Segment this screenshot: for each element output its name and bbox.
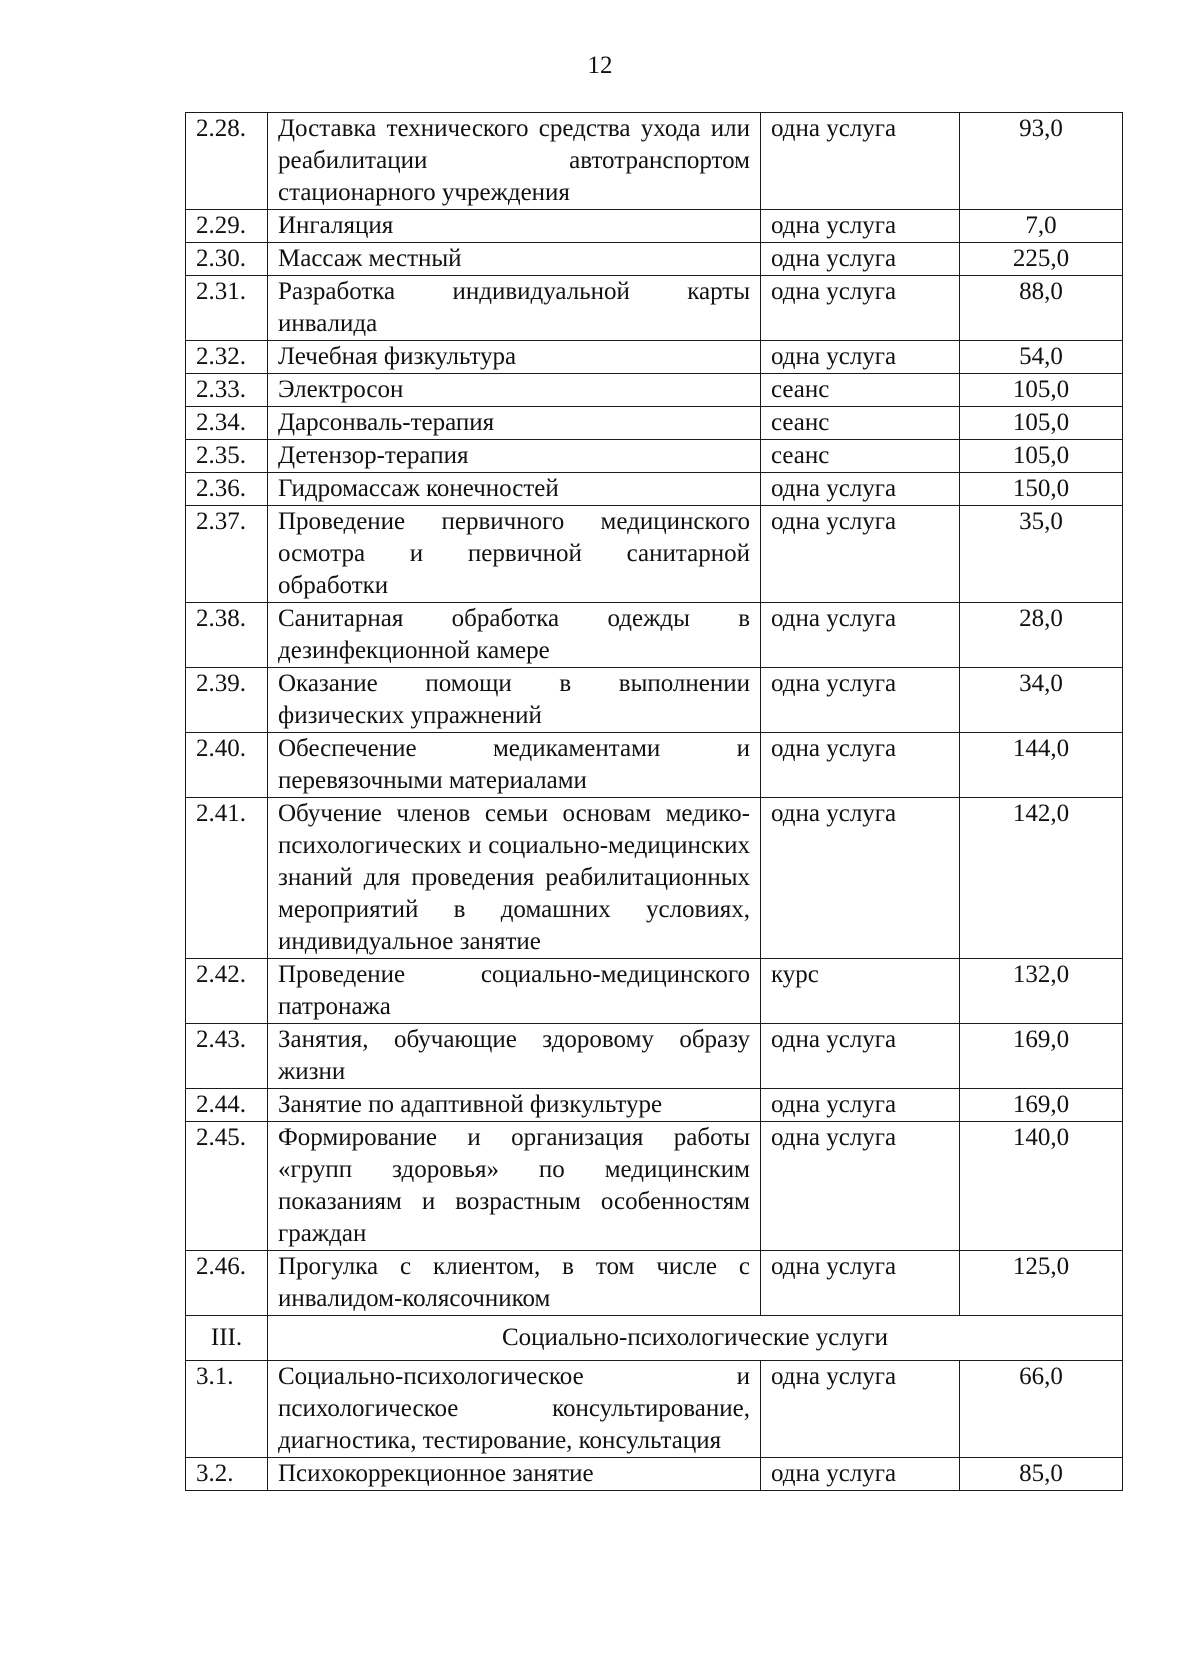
service-name: Детензор-терапия xyxy=(268,440,761,473)
table-row xyxy=(186,1024,1123,1089)
service-number: 2.35. xyxy=(186,440,268,473)
service-unit: одна услуга xyxy=(761,473,960,506)
service-unit: сеанс xyxy=(761,407,960,440)
service-price: 85,0 xyxy=(960,1458,1123,1491)
table-row xyxy=(186,473,1123,506)
table-row xyxy=(186,341,1123,374)
service-price: 54,0 xyxy=(960,341,1123,374)
service-unit: одна услуга xyxy=(761,668,960,733)
service-number: 2.43. xyxy=(186,1024,268,1089)
service-number: 2.42. xyxy=(186,959,268,1024)
service-name: Ингаляция xyxy=(268,210,761,243)
services-tariff-table xyxy=(185,112,1123,1491)
service-name: Прогулка с клиентом, в том числе с инвалидом-колясочником xyxy=(268,1251,761,1316)
service-unit: одна услуга xyxy=(761,341,960,374)
service-unit: одна услуга xyxy=(761,603,960,668)
service-name: Психокоррекционное занятие xyxy=(268,1458,761,1491)
table-row xyxy=(186,374,1123,407)
service-name: Обучение членов семьи основам медико-психологических и социально-медицинских знаний для проведения реабилитационных мероприятий в домашних условиях, индивидуальное занятие xyxy=(268,798,761,959)
service-unit: одна услуга xyxy=(761,276,960,341)
service-price: 169,0 xyxy=(960,1089,1123,1122)
table-row xyxy=(186,243,1123,276)
service-unit: одна услуга xyxy=(761,1024,960,1089)
service-price: 105,0 xyxy=(960,407,1123,440)
service-unit: курс xyxy=(761,959,960,1024)
service-unit: одна услуга xyxy=(761,1089,960,1122)
table-row xyxy=(186,1122,1123,1251)
service-price: 93,0 xyxy=(960,113,1123,210)
service-price: 88,0 xyxy=(960,276,1123,341)
service-price: 142,0 xyxy=(960,798,1123,959)
service-name: Занятия, обучающие здоровому образу жизни xyxy=(268,1024,761,1089)
service-price: 150,0 xyxy=(960,473,1123,506)
service-name: Обеспечение медикаментами и перевязочными материалами xyxy=(268,733,761,798)
service-unit: одна услуга xyxy=(761,1122,960,1251)
service-number: 2.28. xyxy=(186,113,268,210)
service-name: Проведение социально-медицинского патронажа xyxy=(268,959,761,1024)
service-number: 2.37. xyxy=(186,506,268,603)
service-number: 2.34. xyxy=(186,407,268,440)
table-row xyxy=(186,1089,1123,1122)
service-name: Дарсонваль-терапия xyxy=(268,407,761,440)
service-name: Формирование и организация работы «групп здоровья» по медицинским показаниям и возрастным особенностям граждан xyxy=(268,1122,761,1251)
service-name: Занятие по адаптивной физкультуре xyxy=(268,1089,761,1122)
service-unit: одна услуга xyxy=(761,210,960,243)
service-number: 2.29. xyxy=(186,210,268,243)
table-row xyxy=(186,603,1123,668)
service-unit: одна услуга xyxy=(761,113,960,210)
table-row xyxy=(186,113,1123,210)
service-price: 169,0 xyxy=(960,1024,1123,1089)
table-row xyxy=(186,440,1123,473)
service-number: 3.1. xyxy=(186,1361,268,1458)
table-row xyxy=(186,959,1123,1024)
service-price: 105,0 xyxy=(960,374,1123,407)
service-unit: одна услуга xyxy=(761,798,960,959)
service-name: Проведение первичного медицинского осмотра и первичной санитарной обработки xyxy=(268,506,761,603)
service-price: 105,0 xyxy=(960,440,1123,473)
service-name: Разработка индивидуальной карты инвалида xyxy=(268,276,761,341)
services-table-body xyxy=(186,113,1123,1491)
service-price: 225,0 xyxy=(960,243,1123,276)
service-price: 28,0 xyxy=(960,603,1123,668)
service-name: Гидромассаж конечностей xyxy=(268,473,761,506)
service-name: Массаж местный xyxy=(268,243,761,276)
table-row xyxy=(186,1458,1123,1491)
service-price: 140,0 xyxy=(960,1122,1123,1251)
service-name: Лечебная физкультура xyxy=(268,341,761,374)
service-unit: одна услуга xyxy=(761,1361,960,1458)
service-number: 2.41. xyxy=(186,798,268,959)
service-number: 2.38. xyxy=(186,603,268,668)
table-row xyxy=(186,1251,1123,1316)
table-row xyxy=(186,276,1123,341)
service-price: 35,0 xyxy=(960,506,1123,603)
table-row xyxy=(186,210,1123,243)
service-unit: одна услуга xyxy=(761,506,960,603)
service-number: 2.39. xyxy=(186,668,268,733)
table-row xyxy=(186,506,1123,603)
service-unit: одна услуга xyxy=(761,243,960,276)
service-number: 2.44. xyxy=(186,1089,268,1122)
service-number: 2.36. xyxy=(186,473,268,506)
section-number: III. xyxy=(186,1316,268,1361)
table-row xyxy=(186,798,1123,959)
service-name: Социально-психологическое и психологическое консультирование, диагностика, тестирование, консультация xyxy=(268,1361,761,1458)
service-number: 3.2. xyxy=(186,1458,268,1491)
section-title: Социально-психологические услуги xyxy=(268,1316,1123,1361)
service-name: Оказание помощи в выполнении физических упражнений xyxy=(268,668,761,733)
service-price: 7,0 xyxy=(960,210,1123,243)
service-number: 2.32. xyxy=(186,341,268,374)
service-price: 66,0 xyxy=(960,1361,1123,1458)
service-price: 125,0 xyxy=(960,1251,1123,1316)
service-unit: сеанс xyxy=(761,440,960,473)
service-unit: одна услуга xyxy=(761,1458,960,1491)
table-row xyxy=(186,1361,1123,1458)
page-number: 12 xyxy=(587,52,613,79)
table-row xyxy=(186,407,1123,440)
service-name: Доставка технического средства ухода или реабилитации автотранспортом стационарного учреждения xyxy=(268,113,761,210)
service-price: 34,0 xyxy=(960,668,1123,733)
service-number: 2.31. xyxy=(186,276,268,341)
service-unit: одна услуга xyxy=(761,1251,960,1316)
service-unit: сеанс xyxy=(761,374,960,407)
service-price: 144,0 xyxy=(960,733,1123,798)
service-number: 2.30. xyxy=(186,243,268,276)
table-row xyxy=(186,668,1123,733)
service-name: Санитарная обработка одежды в дезинфекционной камере xyxy=(268,603,761,668)
service-number: 2.45. xyxy=(186,1122,268,1251)
service-name: Электросон xyxy=(268,374,761,407)
service-number: 2.46. xyxy=(186,1251,268,1316)
service-number: 2.33. xyxy=(186,374,268,407)
table-row xyxy=(186,733,1123,798)
service-number: 2.40. xyxy=(186,733,268,798)
service-price: 132,0 xyxy=(960,959,1123,1024)
service-unit: одна услуга xyxy=(761,733,960,798)
section-header-row xyxy=(186,1316,1123,1361)
